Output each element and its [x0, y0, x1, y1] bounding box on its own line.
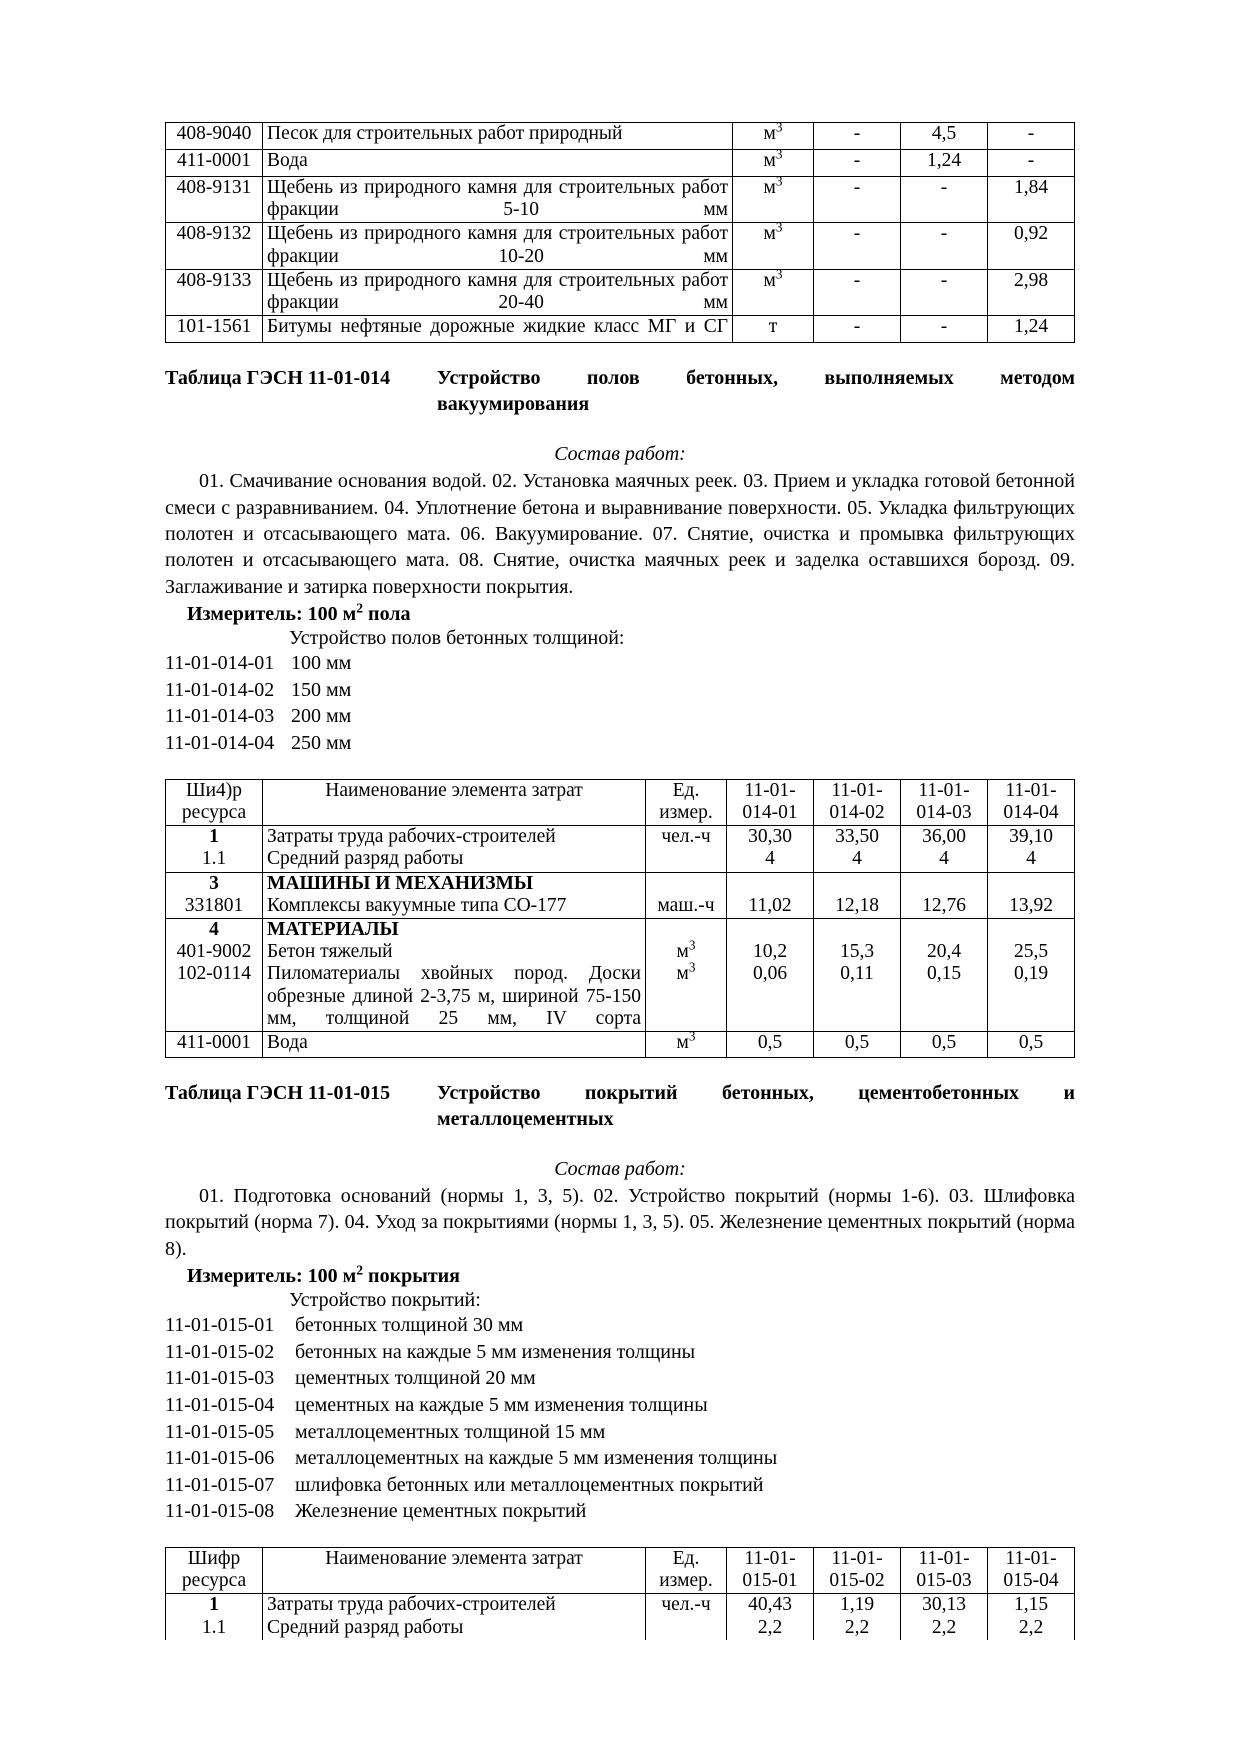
- value-text: 36,00: [922, 826, 966, 848]
- resource-unit: $м^3$: [646, 1032, 727, 1058]
- column-header-norm-3: [901, 1547, 988, 1593]
- norm-desc: Железнение цементных покрытий: [295, 1500, 587, 1523]
- resource-value: 0,5: [988, 1032, 1075, 1058]
- resource-code: 408-9133: [166, 269, 263, 315]
- norm-code: 11-01-015-03: [165, 1367, 275, 1390]
- resource-unit-text: маш.-ч: [657, 894, 715, 916]
- column-header-unit: [646, 779, 727, 825]
- resource-unit: [646, 872, 727, 918]
- list-item: [165, 1498, 1075, 1525]
- resource-value: 1,24: [988, 316, 1075, 343]
- resource-value: -: [901, 269, 988, 315]
- value-text: 2,2: [844, 1616, 870, 1638]
- resource-name-text: Затраты труда рабочих-строителей: [267, 1594, 556, 1616]
- section-heading-label: Таблица ГЭСН 11-01-015: [165, 1082, 391, 1105]
- resource-code-text: 4: [209, 918, 219, 940]
- resource-name: Вода: [263, 150, 733, 177]
- resource-code: [166, 918, 263, 1031]
- column-header-unit-line2: измер.: [659, 1570, 713, 1592]
- sub-caption-015: Устройство покрытий:: [289, 1289, 481, 1312]
- resource-value: -: [901, 316, 988, 343]
- resource-name: Щебень из природного камня для строительных работ фракции 5-10 мм: [263, 177, 733, 223]
- resource-value: [988, 1594, 1075, 1640]
- column-header-norm-1: [727, 779, 814, 825]
- norm-code: 11-01-015-02: [165, 1340, 275, 1363]
- norm-desc: шлифовка бетонных или металлоцементных покрытий: [295, 1473, 764, 1496]
- norm-code-line2: 015-03: [916, 1570, 972, 1592]
- resource-value: [901, 1594, 988, 1640]
- resource-name: Песок для строительных работ природный: [263, 123, 733, 150]
- norm-code-line2: 014-01: [742, 801, 798, 823]
- value-text: 0,19: [1013, 963, 1049, 985]
- column-header-code-line2: ресурса: [181, 1570, 247, 1592]
- resource-unit: $м^3$: [733, 177, 814, 223]
- value-text: 33,50: [835, 826, 879, 848]
- izmeritel-sup: 2: [356, 600, 364, 616]
- resource-value: [988, 872, 1075, 918]
- value-text: 4: [852, 848, 862, 870]
- column-header-norm-4: [988, 1547, 1075, 1593]
- value-text: 0,15: [926, 963, 962, 985]
- resource-value: [814, 1594, 901, 1640]
- resource-code: 411-0001: [166, 1032, 263, 1058]
- norm-code: 11-01-015-01: [165, 1314, 275, 1337]
- resource-code: [166, 872, 263, 918]
- column-header-norm-2: [814, 779, 901, 825]
- column-header-norm-3: [901, 779, 988, 825]
- value-text: 4: [1026, 848, 1036, 870]
- column-header-code-line1: Ши4)р: [185, 779, 243, 801]
- resource-code: 411-0001: [166, 150, 263, 177]
- resource-code-text: 3: [209, 872, 219, 894]
- norm-code: 11-01-014-01: [165, 652, 275, 675]
- norm-code-line2: 015-04: [1003, 1570, 1059, 1592]
- code-list-015: [165, 1312, 1075, 1525]
- norm-code: 11-01-015-04: [165, 1394, 275, 1416]
- resource-unit: т: [733, 316, 814, 343]
- resource-value: [727, 1594, 814, 1640]
- resource-value: -: [988, 123, 1075, 150]
- resource-code-text: 1: [209, 826, 219, 848]
- izmeritel-015: [165, 1262, 1075, 1288]
- norm-code-line2: 015-01: [742, 1570, 798, 1592]
- value-text: 12,18: [835, 894, 879, 916]
- value-text: 11,02: [748, 894, 792, 916]
- norm-code: 11-01-014-02: [165, 678, 275, 701]
- resource-code-text: 1.1: [201, 1616, 227, 1638]
- resource-name: [263, 872, 646, 918]
- resource-name-text: Пиломатериалы хвойных пород. Доски обрезные длиной 2-3,75 м, шириной 75-150 мм, толщиной 25 мм, IV сорта: [267, 963, 641, 1029]
- continuation-resource-table: [165, 119, 1075, 343]
- norm-desc: бетонных на каждые 5 мм изменения толщины: [295, 1340, 696, 1363]
- list-item: [165, 1419, 1075, 1446]
- resource-table-11-01-015: [165, 1547, 1075, 1640]
- resource-value: 1,84: [988, 177, 1075, 223]
- value-text: 25,5: [1013, 941, 1049, 963]
- resource-value: 0,5: [814, 1032, 901, 1058]
- list-item: [165, 703, 1075, 730]
- list-item: [165, 1392, 1075, 1419]
- resource-unit-text: чел.-ч: [661, 1594, 711, 1616]
- resource-name-text: Комплексы вакуумные типа СО-177: [267, 894, 567, 916]
- resource-name-text: Затраты труда рабочих-строителей: [267, 826, 556, 848]
- table2-body: [166, 826, 1075, 1058]
- resource-unit-text: $м^3$: [676, 959, 696, 985]
- norm-desc: 150 мм: [291, 678, 352, 701]
- resource-value: [814, 872, 901, 918]
- resource-code: 408-9040: [166, 123, 263, 150]
- resource-value: -: [814, 223, 901, 269]
- resource-value: 4,5: [901, 123, 988, 150]
- resource-value: [727, 918, 814, 1031]
- norm-code-line2: 015-02: [829, 1570, 885, 1592]
- sostav-rabot-label: Состав работ:: [554, 1158, 686, 1181]
- resource-value: [988, 826, 1075, 872]
- resource-name-text: Средний разряд работы: [267, 848, 464, 870]
- resource-group-title: МАШИНЫ И МЕХАНИЗМЫ: [267, 872, 534, 894]
- section-heading-015: [165, 1080, 1075, 1132]
- resource-name-text: Бетон тяжелый: [267, 941, 393, 963]
- table-row: [166, 223, 1075, 269]
- resource-value: 1,24: [901, 150, 988, 177]
- value-text: 4: [939, 848, 949, 870]
- norm-code-line2: 014-02: [829, 801, 885, 823]
- value-text: 0,06: [752, 963, 788, 985]
- norm-desc: металлоцементных толщиной 15 мм: [295, 1420, 606, 1443]
- value-text: 30,13: [922, 1594, 966, 1616]
- value-text: 39,10: [1009, 826, 1053, 848]
- resource-value: [988, 918, 1075, 1031]
- resource-code-text: 102-0114: [176, 963, 252, 985]
- norm-code: 11-01-014-04: [165, 732, 275, 755]
- section-heading-label: Таблица ГЭСН 11-01-014: [165, 367, 391, 390]
- norm-code-line1: 11-01-: [1005, 779, 1057, 801]
- norm-desc: 200 мм: [291, 705, 352, 728]
- column-header-name: Наименование элемента затрат: [263, 1547, 646, 1593]
- resource-code-text: 331801: [184, 894, 244, 916]
- resource-value: -: [814, 177, 901, 223]
- section-heading-title: [437, 1080, 1075, 1132]
- resource-value: 2,98: [988, 269, 1075, 315]
- sub-caption-014: Устройство полов бетонных толщиной:: [289, 627, 625, 650]
- norm-code-line1: 11-01-: [918, 1547, 970, 1569]
- column-header-norm-2: [814, 1547, 901, 1593]
- izmeritel-014: [165, 600, 1075, 626]
- resource-value: 0,92: [988, 223, 1075, 269]
- resource-value: 0,5: [727, 1032, 814, 1058]
- resource-value: [901, 918, 988, 1031]
- table-row: [166, 177, 1075, 223]
- norm-desc: цементных на каждые 5 мм изменения толщины: [295, 1394, 708, 1416]
- resource-value: -: [814, 316, 901, 343]
- list-item: [165, 677, 1075, 704]
- section-heading-title-line2: металлоцементных: [437, 1108, 614, 1131]
- section-heading-title-line1: Устройство покрытий бетонных, цементобетонных и: [437, 1082, 1075, 1105]
- list-item: [165, 650, 1075, 677]
- table-row: [166, 316, 1075, 343]
- resource-code-text: 1.1: [201, 848, 227, 870]
- value-text: 12,76: [922, 894, 966, 916]
- table-row: [166, 918, 1075, 1031]
- section-heading-title: [437, 365, 1075, 417]
- resource-value: -: [814, 269, 901, 315]
- value-text: 2,2: [1018, 1616, 1044, 1638]
- resource-name: Щебень из природного камня для строительных работ фракции 10-20 мм: [263, 223, 733, 269]
- document-page: [165, 0, 1075, 1755]
- resource-name: Битумы нефтяные дорожные жидкие класс МГ и СГ: [263, 316, 733, 343]
- sostav-rabot-text: 01. Подготовка оснований (нормы 1, 3, 5). 02. Устройство покрытий (нормы 1-6). 03. Шлифовка покрытий (норма 7). 04. Уход за покрытиями (нормы 1, 3, 5). 05. Железнение цементных покрытий (норма 8).: [165, 1185, 1075, 1260]
- norm-code: 11-01-015-08: [165, 1500, 275, 1523]
- resource-unit: $м^3$: [733, 223, 814, 269]
- table-row: [166, 1032, 1075, 1058]
- sostav-rabot-text: 01. Смачивание основания водой. 02. Установка маячных реек. 03. Прием и укладка готовой бетонной смеси с разравниванием. 04. Уплотнение бетона и выравнивание поверхности. 05. Укладка фильтрующих полотен и отсасывающего мата. 06. Вакуумирование. 07. Снятие, очистка и промывка фильтрующих полотен и отсасывающего мата. 08. Снятие, очистка маячных реек и заделка оставшихся борозд. 09. Заглаживание и затирка поверхности покрытия.: [165, 470, 1075, 598]
- norm-desc: металлоцементных на каждые 5 мм изменения толщины: [295, 1447, 778, 1470]
- norm-code-line1: 11-01-: [831, 779, 883, 801]
- resource-value: [901, 826, 988, 872]
- table-row: [166, 826, 1075, 872]
- norm-code-line1: 11-01-: [1005, 1547, 1057, 1569]
- table-row: [166, 872, 1075, 918]
- resource-unit: $м^3$: [733, 269, 814, 315]
- value-text: 2,2: [757, 1616, 783, 1638]
- norm-code: 11-01-014-03: [165, 705, 275, 728]
- column-header-code-line2: ресурса: [181, 801, 247, 823]
- resource-unit-text: $м^3$: [676, 937, 696, 963]
- table3-header: [166, 1547, 1075, 1593]
- resource-unit: $м^3$: [733, 123, 814, 150]
- resource-unit-text: чел.-ч: [661, 826, 711, 848]
- column-header-code: [166, 1547, 263, 1593]
- table-row: [166, 150, 1075, 177]
- norm-code-line1: 11-01-: [918, 779, 970, 801]
- value-text: 10,2: [752, 941, 788, 963]
- resource-value: [814, 918, 901, 1031]
- resource-value: -: [814, 123, 901, 150]
- norm-desc: бетонных толщиной 30 мм: [295, 1314, 524, 1337]
- list-item: [165, 1445, 1075, 1472]
- resource-name: Щебень из природного камня для строительных работ фракции 20-40 мм: [263, 269, 733, 315]
- norm-desc: 250 мм: [291, 732, 352, 755]
- value-text: 30,30: [748, 826, 792, 848]
- resource-unit: [646, 826, 727, 872]
- norm-code: 11-01-015-07: [165, 1473, 275, 1496]
- resource-code: 101-1561: [166, 316, 263, 343]
- izmeritel-sup: 2: [356, 1262, 364, 1278]
- list-item: [165, 1339, 1075, 1366]
- table-header-row: [166, 1547, 1075, 1593]
- norm-code: 11-01-015-05: [165, 1420, 275, 1443]
- resource-value: -: [901, 177, 988, 223]
- column-header-norm-1: [727, 1547, 814, 1593]
- value-text: 2,2: [931, 1616, 957, 1638]
- table-header-row: [166, 779, 1075, 825]
- resource-name: [263, 1594, 646, 1640]
- norm-code-line1: 11-01-: [831, 1547, 883, 1569]
- resource-code-text: 401-9002: [176, 941, 252, 963]
- izmeritel-prefix: Измеритель: 100 м: [187, 603, 357, 626]
- resource-code: [166, 1594, 263, 1640]
- resource-value: [727, 826, 814, 872]
- norm-desc: цементных толщиной 20 мм: [295, 1367, 536, 1390]
- resource-unit: $м^3$: [733, 150, 814, 177]
- resource-value: [814, 826, 901, 872]
- norm-code-line2: 014-04: [1003, 801, 1059, 823]
- table1-body: [166, 119, 1075, 343]
- resource-name: [263, 918, 646, 1031]
- table-row: [166, 123, 1075, 150]
- column-header-unit: [646, 1547, 727, 1593]
- column-header-unit-line1: Ед.: [672, 779, 700, 801]
- list-item: [165, 1365, 1075, 1392]
- list-item: [165, 1312, 1075, 1339]
- section-heading-title-line1: Устройство полов бетонных, выполняемых методом: [437, 367, 1075, 390]
- resource-group-title: МАТЕРИАЛЫ: [267, 918, 399, 940]
- column-header-name: Наименование элемента затрат: [263, 779, 646, 825]
- code-list-014: [165, 650, 1075, 756]
- table-row: [166, 1594, 1075, 1640]
- value-text: 1,15: [1013, 1594, 1049, 1616]
- resource-code: 408-9132: [166, 223, 263, 269]
- table-row: [166, 269, 1075, 315]
- resource-value: -: [901, 223, 988, 269]
- value-text: 13,92: [1009, 894, 1053, 916]
- resource-name: Вода: [263, 1032, 646, 1058]
- column-header-unit-line2: измер.: [659, 801, 713, 823]
- resource-value: -: [988, 150, 1075, 177]
- table3-body: [166, 1594, 1075, 1640]
- norm-code-line2: 014-03: [916, 801, 972, 823]
- resource-value: [901, 872, 988, 918]
- value-text: 15,3: [839, 941, 875, 963]
- value-text: 4: [765, 848, 775, 870]
- table2-header: [166, 779, 1075, 825]
- norm-code: 11-01-015-06: [165, 1447, 275, 1470]
- section-heading-014: [165, 365, 1075, 417]
- resource-unit: [646, 1594, 727, 1640]
- resource-name: [263, 826, 646, 872]
- column-header-code: [166, 779, 263, 825]
- list-item: [165, 1472, 1075, 1499]
- value-text: 1,19: [839, 1594, 875, 1616]
- column-header-code-line1: Шифр: [187, 1547, 241, 1569]
- norm-code-line1: 11-01-: [744, 1547, 796, 1569]
- norm-desc: 100 мм: [291, 652, 352, 675]
- value-text: 20,4: [926, 941, 962, 963]
- izmeritel-suffix: пола: [363, 603, 411, 626]
- resource-value: 0,5: [901, 1032, 988, 1058]
- resource-code: 408-9131: [166, 177, 263, 223]
- value-text: 0,11: [840, 963, 874, 985]
- column-header-unit-line1: Ед.: [672, 1547, 700, 1569]
- resource-table-11-01-014: [165, 779, 1075, 1058]
- resource-value: -: [814, 150, 901, 177]
- section-heading-title-line2: вакуумирования: [437, 393, 590, 416]
- sostav-rabot-label: Состав работ:: [554, 443, 686, 466]
- resource-name-text: Средний разряд работы: [267, 1616, 464, 1638]
- resource-code-text: 1: [209, 1594, 219, 1616]
- izmeritel-prefix: Измеритель: 100 м: [187, 1265, 357, 1288]
- izmeritel-suffix: покрытия: [363, 1265, 460, 1288]
- value-text: 40,43: [748, 1594, 792, 1616]
- list-item: [165, 730, 1075, 757]
- resource-unit: [646, 918, 727, 1031]
- column-header-norm-4: [988, 779, 1075, 825]
- resource-code: [166, 826, 263, 872]
- resource-value: [727, 872, 814, 918]
- norm-code-line1: 11-01-: [744, 779, 796, 801]
